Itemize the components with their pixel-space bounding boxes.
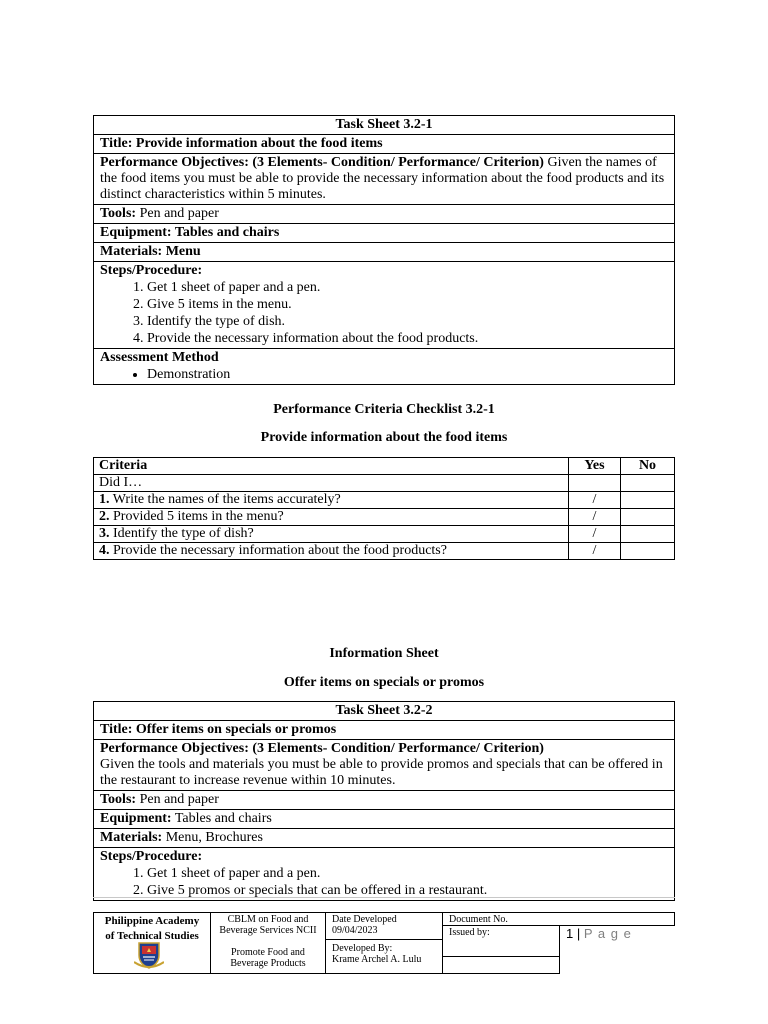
- task1-header: Task Sheet 3.2-1: [94, 116, 675, 135]
- task-sheet-2: [93, 701, 675, 901]
- footer-module: CBLM on Food and Beverage Services NCII Promote Food and Beverage Products: [210, 912, 326, 974]
- task1-equipment: Equipment: Tables and chairs: [94, 224, 675, 243]
- task1-title: Title: Provide information about the food items: [94, 135, 675, 154]
- footer-institution: Philippine Academy of Technical Studies: [93, 912, 211, 974]
- task2-tools: Tools: Pen and paper: [94, 791, 675, 810]
- info-subheading: Offer items on specials or promos: [283, 675, 485, 690]
- task2-equipment: Equipment: Tables and chairs: [94, 810, 675, 829]
- page-number: 1 | P a g e: [566, 926, 632, 941]
- footer-date: Date Developed 09/04/2023: [325, 912, 443, 940]
- task2-header: Task Sheet 3.2-2: [94, 702, 675, 721]
- task2-materials: Materials: Menu, Brochures: [94, 829, 675, 848]
- checklist-subheading: Provide information about the food items: [260, 430, 508, 445]
- list-item: 1. Get 1 sheet of paper and a pen.: [147, 865, 668, 882]
- footer-developer: Developed By: Krame Archel A. Lulu: [325, 939, 443, 974]
- list-item: 3. Identify the type of dish.: [147, 313, 668, 330]
- list-item: • Demonstration: [147, 366, 668, 383]
- task1-objectives: Performance Objectives: (3 Elements- Condition/ Performance/ Criterion) Given the names of the food items you must be able to provide the necessary information about the food products and its distinct characteristics within 5 minutes.: [94, 154, 675, 205]
- footer-divider: [93, 897, 675, 898]
- checklist-intro: Did I…: [94, 475, 569, 492]
- table-row: 2. Provided 5 items in the menu? /: [94, 509, 675, 526]
- criteria-checklist: [93, 457, 675, 560]
- checklist-heading: Performance Criteria Checklist 3.2-1: [273, 402, 495, 417]
- task-sheet-1: [93, 115, 675, 385]
- institution-logo-icon: [134, 940, 164, 970]
- table-row: 3. Identify the type of dish? /: [94, 526, 675, 543]
- footer-doc-no: Document No.: [442, 912, 675, 926]
- task1-steps: Steps/Procedure: 1. Get 1 sheet of paper and a pen. 2. Give 5 items in the menu. 3. Identify the type of dish. 4. Provide the necessary information about the food products.: [94, 262, 675, 349]
- table-row: 1. Write the names of the items accurately? /: [94, 492, 675, 509]
- col-yes: Yes: [569, 458, 621, 475]
- list-item: 1. Get 1 sheet of paper and a pen.: [147, 279, 668, 296]
- list-item: 2. Give 5 promos or specials that can be offered in a restaurant.: [147, 882, 668, 899]
- col-criteria: Criteria: [94, 458, 569, 475]
- list-item: 4. Provide the necessary information about the food products.: [147, 330, 668, 347]
- task2-steps: Steps/Procedure: 1. Get 1 sheet of paper and a pen. 2. Give 5 promos or specials that can be offered in a restaurant.: [94, 848, 675, 901]
- task1-assessment: Assessment Method • Demonstration: [94, 349, 675, 385]
- task2-objectives: Performance Objectives: (3 Elements- Condition/ Performance/ Criterion) Given the tools and materials you must be able to provide promos and specials that can be offered in the restaurant to increase revenue within 10 minutes.: [94, 740, 675, 791]
- page-footer: [93, 912, 675, 974]
- footer-issued-by: Issued by:: [442, 925, 560, 957]
- task1-tools: Tools: Pen and paper: [94, 205, 675, 224]
- info-heading: Information Sheet: [329, 646, 439, 661]
- col-no: No: [621, 458, 675, 475]
- task1-materials: Materials: Menu: [94, 243, 675, 262]
- table-row: 4. Provide the necessary information about the food products? /: [94, 543, 675, 560]
- list-item: 2. Give 5 items in the menu.: [147, 296, 668, 313]
- task2-title: Title: Offer items on specials or promos: [94, 721, 675, 740]
- footer-blank: [442, 956, 560, 974]
